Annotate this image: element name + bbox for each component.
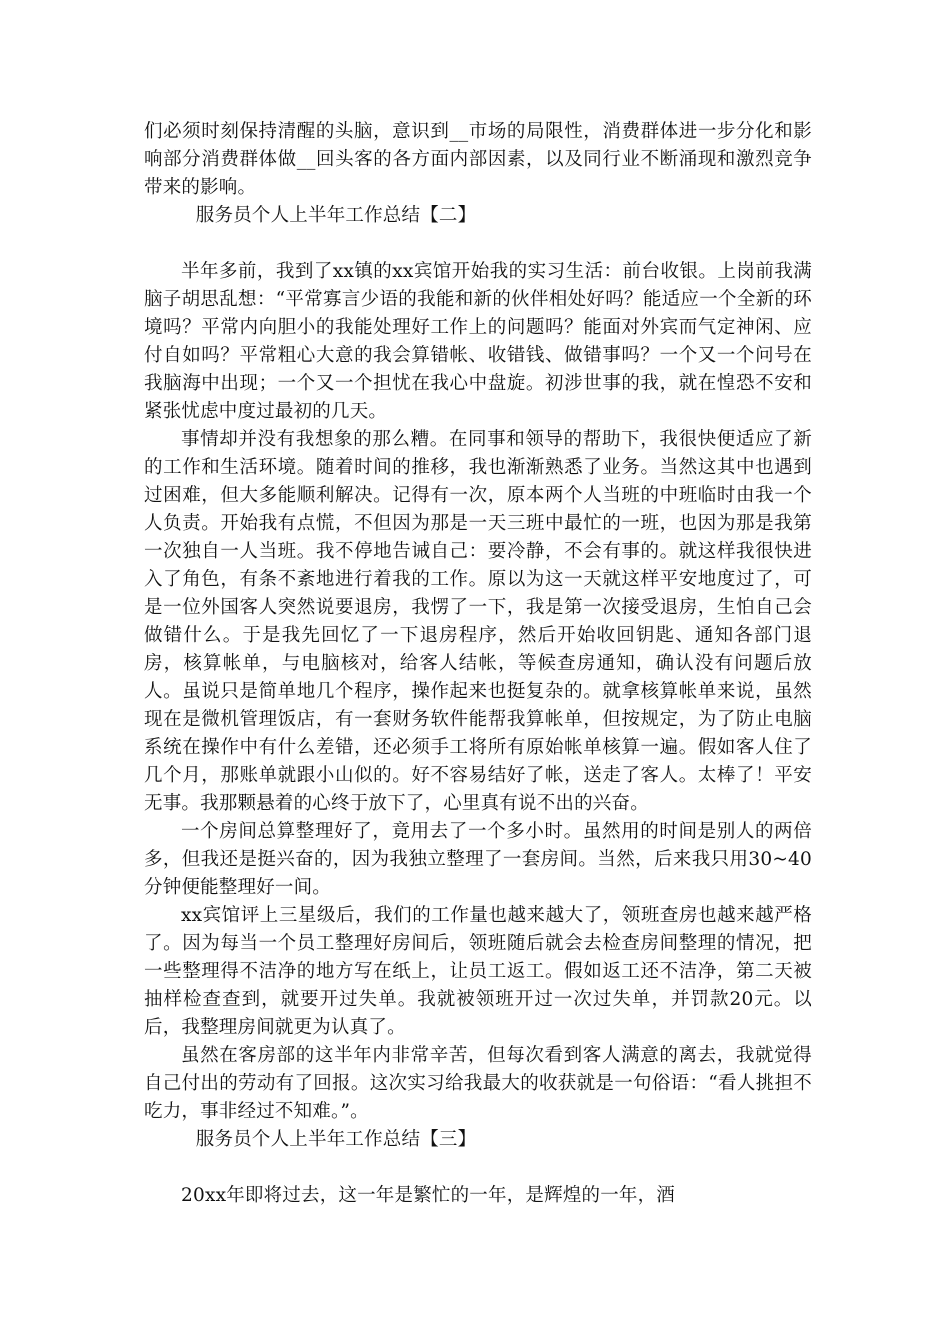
paragraph-intro: 半年多前，我到了xx镇的xx宾馆开始我的实习生活：前台收银。上岗前我满脑子胡思乱想：“平常寡言少语的我能和新的伙伴相处好吗？能适应一个全新的环境吗？平常内向胆小的我能处理好工作上的问题吗？能面对外宾而气定神闲、应付自如吗？平常粗心大意的我会算错帐、收错钱、做错事吗？一个又一个问号在我脑海中出现；一个又一个担忧在我心中盘旋。初涉世事的我，就在惶恐不安和紧张忧虑中度过最初的几天。 bbox=[144, 261, 812, 422]
paragraph-conclusion: 虽然在客房部的这半年内非常辛苦，但每次看到客人满意的离去，我就觉得自己付出的劳动有了回报。这次实习给我最大的收获就是一句俗语：“看人挑担不吃力，事非经过不知难。”。 bbox=[144, 1045, 812, 1122]
document-page bbox=[144, 118, 812, 1210]
paragraph-first-checkout: 事情却并没有我想象的那么糟。在同事和领导的帮助下，我很快便适应了新的工作和生活环境。随着时间的推移，我也渐渐熟悉了业务。当然这其中也遇到过困难，但大多能顺利解决。记得有一次，原本两个人当班的中班临时由我一个人负责。开始我有点慌，不但因为那是一天三班中最忙的一班，也因为那是我第一次独自一人当班。我不停地告诫自己：要冷静，不会有事的。就这样我很快进入了角色，有条不紊地进行着我的工作。原以为这一天就这样平安地度过了，可是一位外国客人突然说要退房，我愣了一下，我是第一次接受退房，生怕自己会做错什么。于是我先回忆了一下退房程序，然后开始收回钥匙、通知各部门退房，核算帐单，与电脑核对，给客人结帐，等候查房通知，确认没有问题后放人。虽说只是简单地几个程序，操作起来也挺复杂的。就拿核算帐单来说，虽然现在是微机管理饭店，有一套财务软件能帮我算帐单，但按规定，为了防止电脑系统在操作中有什么差错，还必须手工将所有原始帐单核算一遍。假如客人住了几个月，那账单就跟小山似的。好不容易结好了帐，送走了客人。太棒了！平安无事。我那颗悬着的心终于放下了，心里真有说不出的兴奋。 bbox=[144, 429, 812, 814]
blank-line bbox=[144, 230, 812, 258]
paragraph-room-cleaning: 一个房间总算整理好了，竟用去了一个多小时。虽然用的时间是别人的两倍多，但我还是挺兴奋的，因为我独立整理了一套房间。当然，后来我只用30~40分钟便能整理好一间。 bbox=[144, 821, 812, 898]
section-heading-2: 服务员个人上半年工作总结【二】 bbox=[195, 205, 477, 226]
paragraph-year-end: 20xx年即将过去，这一年是繁忙的一年，是辉煌的一年，酒 bbox=[181, 1185, 676, 1206]
section-heading-3: 服务员个人上半年工作总结【三】 bbox=[195, 1129, 477, 1150]
paragraph-three-star: xx宾馆评上三星级后，我们的工作量也越来越大了，领班查房也越来越严格了。因为每当一个员工整理好房间后，领班随后就会去检查房间整理的情况，把一些整理得不洁净的地方写在纸上，让员工返工。假如返工还不洁净，第二天被抽样检查查到，就要开过失单。我就被领班开过一次过失单，并罚款20元。以后，我整理房间就更为认真了。 bbox=[144, 905, 812, 1038]
blank-line bbox=[144, 1154, 812, 1182]
continuation-paragraph: 们必须时刻保持清醒的头脑，意识到__市场的局限性，消费群体进一步分化和影响部分消费群体做__回头客的各方面内部因素，以及同行业不断涌现和激烈竞争带来的影响。 bbox=[144, 121, 812, 198]
